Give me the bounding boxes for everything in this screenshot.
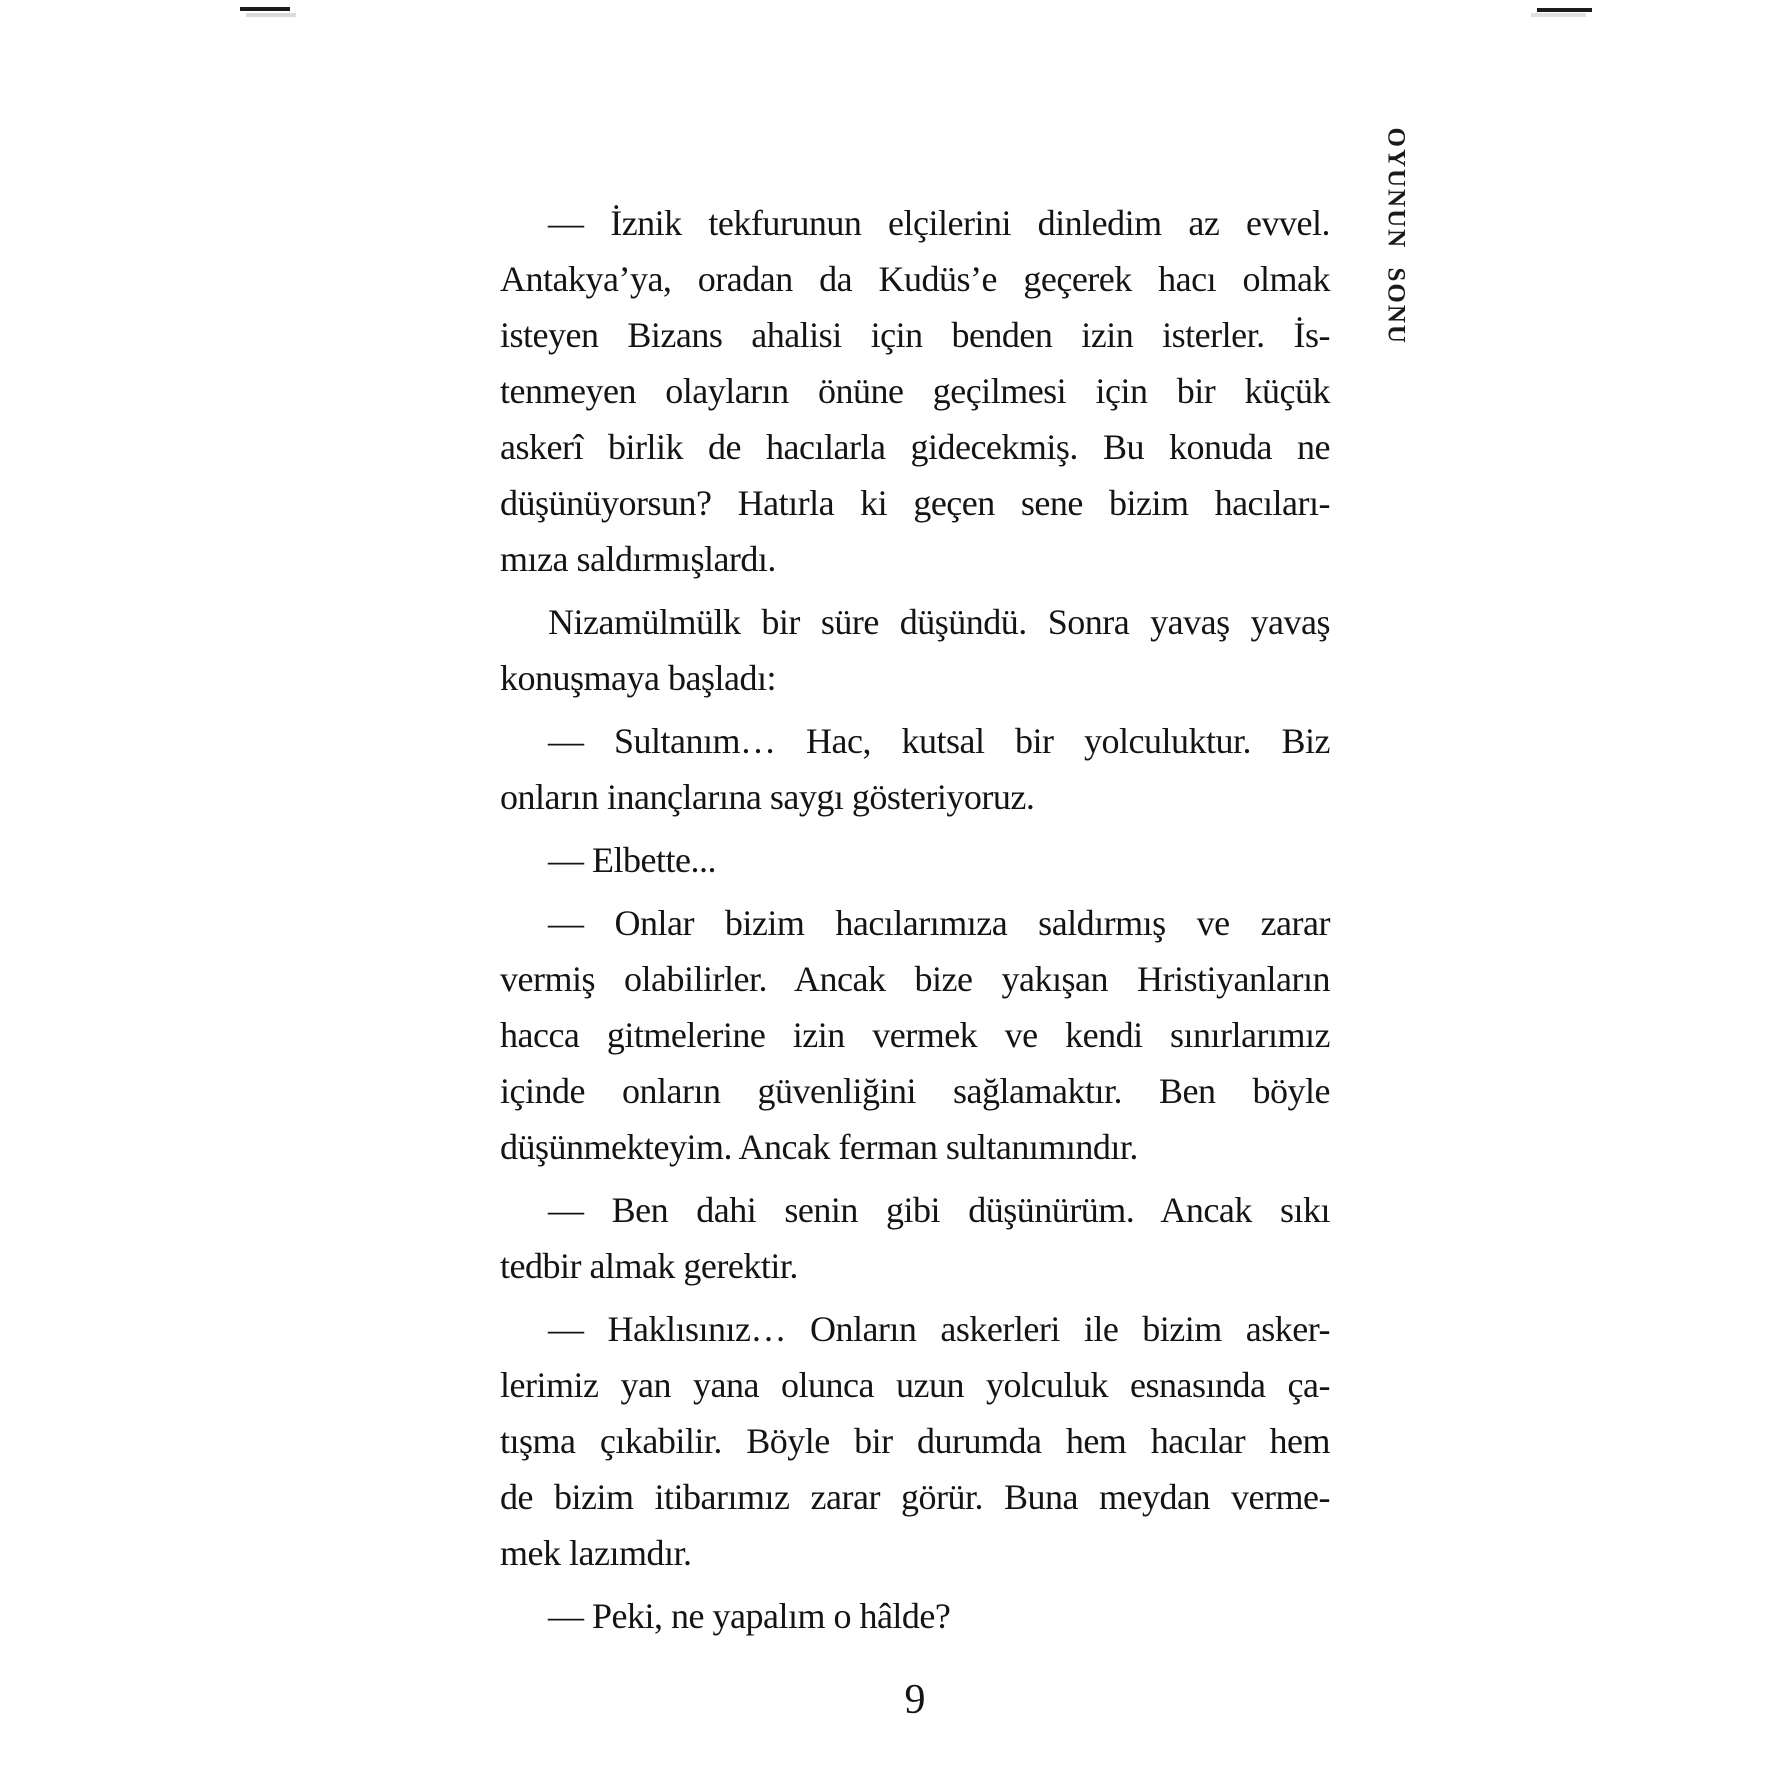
text-line: lerimiz yan yana olunca uzun yolculuk esnasında ça- [500, 1365, 1330, 1405]
text-line: hacca gitmelerine izin vermek ve kendi sınırlarımız [500, 1015, 1330, 1055]
paragraph [500, 832, 1330, 888]
text-line: — Ben dahi senin gibi düşünürüm. Ancak sıkı [548, 1190, 1330, 1230]
text-line: tenmeyen olayların önüne geçilmesi için bir küçük [500, 371, 1330, 411]
text-line: Antakya’ya, oradan da Kudüs’e geçerek hacı olmak [500, 259, 1330, 299]
paragraph [500, 195, 1330, 587]
text-line: düşünmekteyim. Ancak ferman sultanımındır. [500, 1127, 1138, 1167]
body-text-block [500, 195, 1330, 1644]
text-line: — Haklısınız… Onların askerleri ile bizim asker- [548, 1309, 1330, 1349]
text-line: mek lazımdır. [500, 1533, 692, 1573]
text-line: konuşmaya başladı: [500, 658, 776, 698]
paragraph [500, 1588, 1330, 1644]
corner-crop-mark-left [240, 7, 290, 11]
text-line: de bizim itibarımız zarar görür. Buna meydan verme- [500, 1477, 1330, 1517]
text-line: tedbir almak gerektir. [500, 1246, 798, 1286]
text-line: Nizamülmülk bir süre düşündü. Sonra yavaş yavaş [548, 602, 1330, 642]
corner-crop-mark-right [1537, 8, 1592, 12]
text-line: düşünüyorsun? Hatırla ki geçen sene bizim hacıları- [500, 483, 1330, 523]
paragraph [500, 594, 1330, 706]
text-line: onların inançlarına saygı gösteriyoruz. [500, 777, 1035, 817]
text-line: mıza saldırmışlardı. [500, 539, 776, 579]
paragraph [500, 1301, 1330, 1581]
text-line: tışma çıkabilir. Böyle bir durumda hem hacılar hem [500, 1421, 1330, 1461]
text-line: — Peki, ne yapalım o hâlde? [548, 1596, 951, 1636]
text-line: vermiş olabilirler. Ancak bize yakışan Hristiyanların [500, 959, 1330, 999]
running-header-vertical: OYUNUN SONU [1382, 127, 1410, 345]
text-line: isteyen Bizans ahalisi için benden izin isterler. İs- [500, 315, 1330, 355]
paragraph [500, 1182, 1330, 1294]
paragraph [500, 895, 1330, 1175]
paragraph [500, 713, 1330, 825]
text-line: askerî birlik de hacılarla gidecekmiş. Bu konuda ne [500, 427, 1330, 467]
text-line: içinde onların güvenliğini sağlamaktır. Ben böyle [500, 1071, 1330, 1111]
text-line: — Onlar bizim hacılarımıza saldırmış ve zarar [548, 903, 1330, 943]
text-line: — Sultanım… Hac, kutsal bir yolculuktur. Biz [548, 721, 1330, 761]
text-line: — Elbette... [548, 840, 716, 880]
page-number: 9 [904, 1677, 926, 1723]
text-line: — İznik tekfurunun elçilerini dinledim az evvel. [548, 203, 1330, 243]
